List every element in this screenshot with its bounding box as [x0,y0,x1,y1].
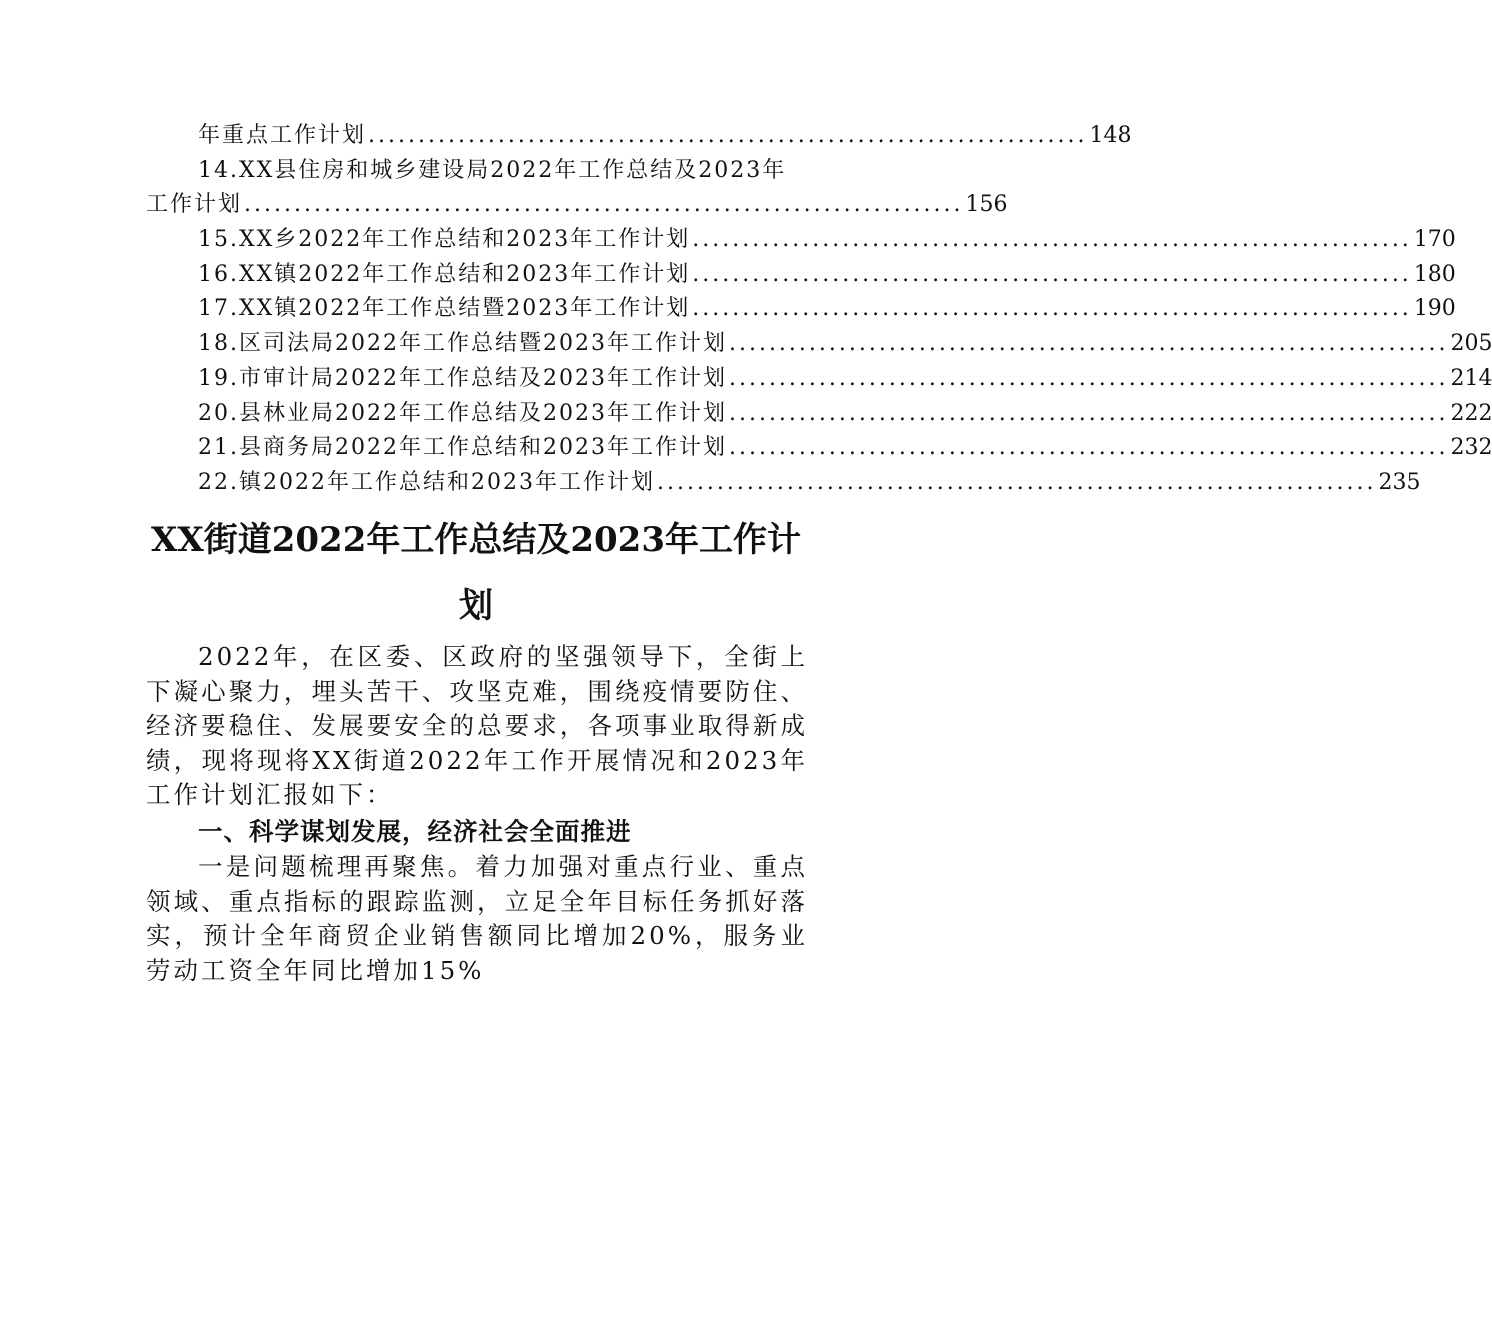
toc-entry[interactable] [146,222,1456,257]
toc-entry-text: 16.XX镇2022年工作总结和2023年工作计划 [198,261,691,287]
toc-entry-page: 222 [1450,400,1492,426]
toc-entry[interactable] [146,465,1421,500]
toc-entry-text: 14.XX县住房和城乡建设局2022年工作总结及2023年 [198,157,787,183]
toc-entry-page: 190 [1413,296,1456,322]
toc-leader-dots: ........................................................................ [656,469,1377,495]
toc-entry-page: 180 [1413,261,1456,287]
toc-entry-page: 232 [1450,435,1492,461]
toc-leader-dots: ........................................................................ [692,261,1412,287]
toc-entry-page: 214 [1450,365,1492,391]
toc-entry-text: 年重点工作计划 [198,123,367,148]
toc-leader-dots: ........................................................................ [692,296,1412,322]
toc-entry-page: 235 [1378,469,1421,495]
document-title: XX街道2022年工作总结及2023年工作计 [150,520,802,560]
toc-entry-text: 20.县林业局2022年工作总结及2023年工作计划 [198,400,727,426]
document-title-continued: 划 [459,586,493,626]
toc-entry[interactable] [146,118,1132,153]
body-paragraph: 一是问题梳理再聚焦。着力加强对重点行业、重点领域、重点指标的跟踪监测，立足全年目标任务抓好落实，预计全年商贸企业销售额同比增加20%，服务业劳动工资全年同比增加15% [146,852,808,985]
toc-entry-text: 21.县商务局2022年工作总结和2023年工作计划 [198,435,727,461]
toc-entry-text: 17.XX镇2022年工作总结暨2023年工作计划 [198,296,691,322]
toc-leader-dots: ........................................................................ [368,123,1088,148]
toc-entry[interactable] [146,187,1008,222]
toc-entry-page: 170 [1413,227,1456,253]
toc-entry[interactable] [146,153,806,188]
toc-entry-text: 15.XX乡2022年工作总结和2023年工作计划 [198,227,691,253]
toc-leader-dots: ........................................................................ [728,331,1449,357]
toc-entry[interactable] [146,430,1492,465]
toc-entry[interactable] [146,361,1492,396]
toc-entry-text: 工作计划 [146,192,243,218]
toc-entry-page: 205 [1450,331,1492,357]
toc-leader-dots: ........................................................................ [728,400,1449,426]
toc-leader-dots: ........................................................................ [244,192,964,218]
section-heading: 一、科学谋划发展，经济社会全面推进 [198,817,632,846]
toc-entry-text: 19.市审计局2022年工作总结及2023年工作计划 [198,365,727,391]
toc-entry[interactable] [146,326,1492,361]
toc-entry[interactable] [146,257,1456,292]
toc-entry[interactable] [146,291,1456,326]
toc-leader-dots: ........................................................................ [728,435,1449,461]
toc-entry[interactable] [146,396,1492,431]
toc-leader-dots: ........................................................................ [728,365,1449,391]
toc-entry-text: 18.区司法局2022年工作总结暨2023年工作计划 [198,331,727,357]
toc-entry-page: 148 [1089,123,1132,148]
intro-paragraph: 2022年，在区委、区政府的坚强领导下，全街上下凝心聚力，埋头苦干、攻坚克难，围绕疫情要防住、经济要稳住、发展要安全的总要求，各项事业取得新成绩，现将现将XX街道2022年工作开展情况和2023年工作计划汇报如下： [146,642,808,810]
toc-leader-dots: ........................................................................ [692,227,1412,253]
toc-entry-page: 156 [965,192,1008,218]
table-of-contents [146,118,1492,500]
toc-entry-text: 22.镇2022年工作总结和2023年工作计划 [198,469,655,495]
